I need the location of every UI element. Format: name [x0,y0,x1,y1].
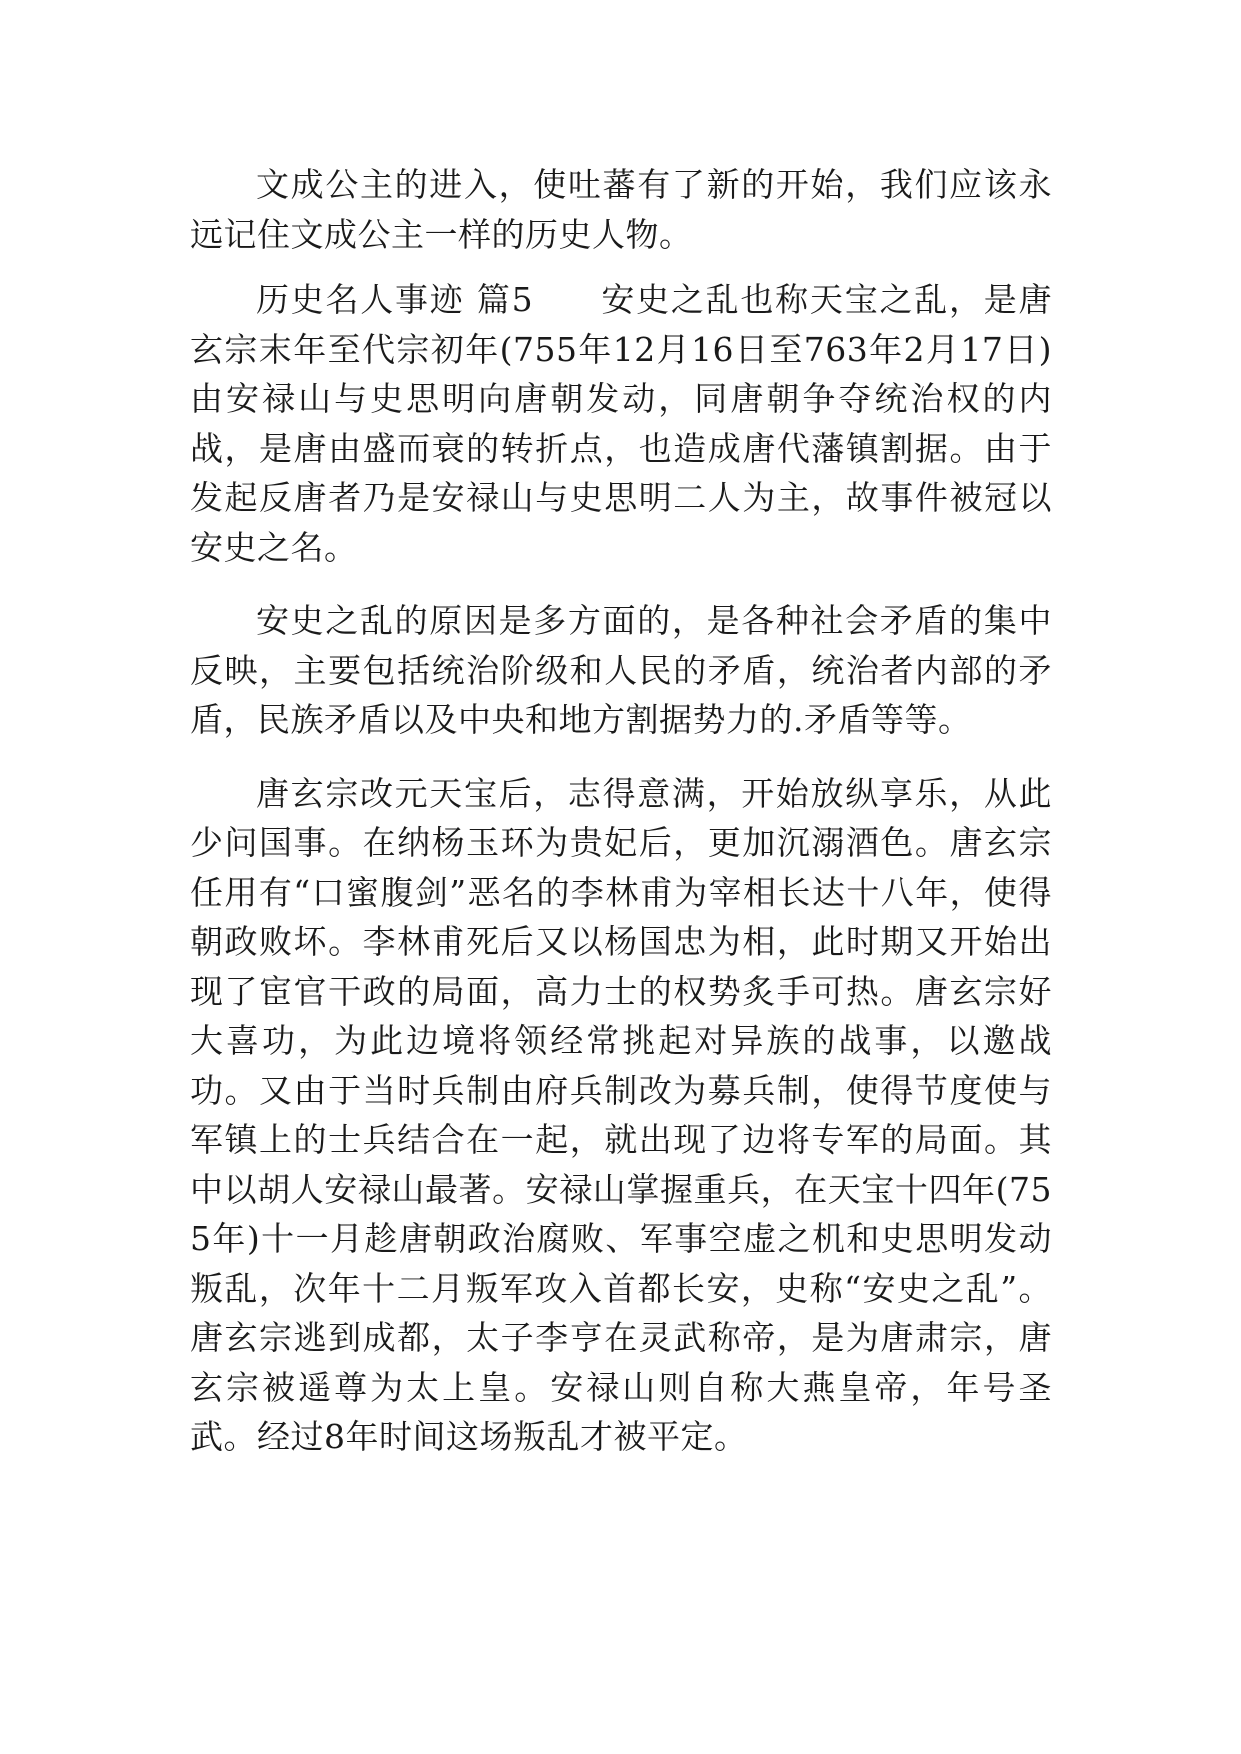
section-heading: 历史名人事迹 篇5 [256,280,534,319]
paragraph-anshi-intro [190,275,1052,572]
paragraph-anshi-causes [190,596,1052,745]
heading-gap [533,280,600,319]
paragraph-text: 安史之乱也称天宝之乱，是唐玄宗末年至代宗初年(755年12月16日至763年2月17日)由安禄山与史思明向唐朝发动，同唐朝争夺统治权的内战，是唐由盛而衰的转折点，也造成唐代藩镇割据。由于发起反唐者乃是安禄山与史思明二人为主，故事件被冠以安史之名。 [190,280,1052,567]
paragraph-text: 文成公主的进入，使吐蕃有了新的开始，我们应该永远记住文成公主一样的历史人物。 [190,165,1052,254]
document-body [190,160,1052,1472]
paragraph-xuanzong-history [190,769,1052,1462]
paragraph-text: 安史之乱的原因是多方面的，是各种社会矛盾的集中反映，主要包括统治阶级和人民的矛盾，统治者内部的矛盾，民族矛盾以及中央和地方割据势力的.矛盾等等。 [190,601,1052,739]
paragraph-text: 唐玄宗改元天宝后，志得意满，开始放纵享乐，从此少问国事。在纳杨玉环为贵妃后，更加沉溺酒色。唐玄宗任用有“口蜜腹剑”恶名的李林甫为宰相长达十八年，使得朝政败坏。李林甫死后又以杨国忠为相，此时期又开始出现了宦官干政的局面，高力士的权势炙手可热。唐玄宗好大喜功，为此边境将领经常挑起对异族的战事，以邀战功。又由于当时兵制由府兵制改为募兵制，使得节度使与军镇上的士兵结合在一起，就出现了边将专军的局面。其中以胡人安禄山最著。安禄山掌握重兵，在天宝十四年(755年)十一月趁唐朝政治腐败、军事空虚之机和史思明发动叛乱，次年十二月叛军攻入首都长安，史称“安史之乱”。唐玄宗逃到成都，太子李亨在灵武称帝，是为唐肃宗，唐玄宗被遥尊为太上皇。安禄山则自称大燕皇帝，年号圣武。经过8年时间这场叛乱才被平定。 [190,773,1052,1456]
paragraph-wencheng-conclusion [190,160,1052,259]
